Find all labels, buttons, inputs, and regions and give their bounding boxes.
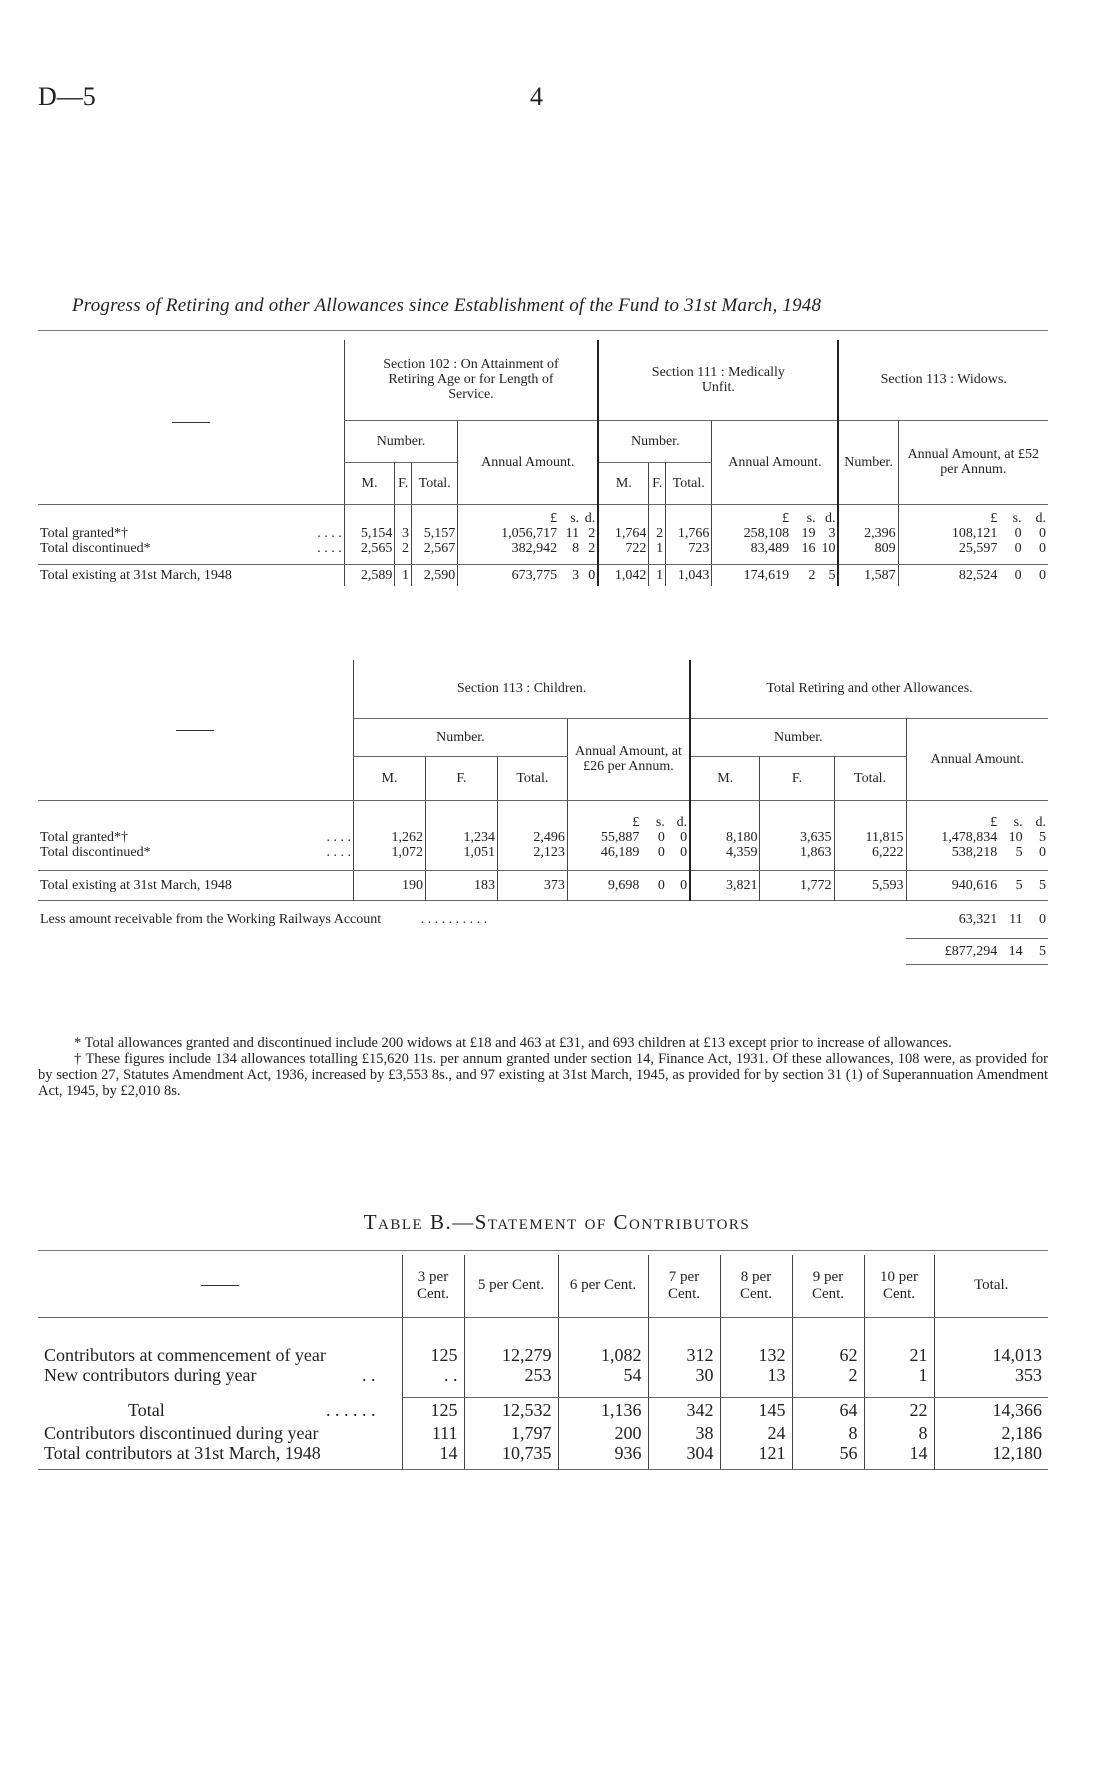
cell: 253	[464, 1365, 558, 1385]
cell: 125	[402, 1345, 464, 1365]
table-row	[38, 870, 1048, 900]
page-number: 4	[530, 82, 543, 111]
cell: 5	[1015, 877, 1023, 893]
cell: 0	[657, 877, 665, 893]
cell: 21	[864, 1345, 934, 1365]
cell: 538,218	[906, 845, 999, 860]
cell: 3	[572, 567, 580, 583]
cell: 5,593	[834, 870, 906, 900]
subhead-f: F.	[395, 462, 412, 504]
table-row	[38, 564, 1048, 586]
cell: 0	[657, 830, 665, 845]
cell: 1,797	[464, 1423, 558, 1443]
cell: 723	[666, 541, 712, 556]
cell: 1	[649, 541, 666, 556]
cell: 2,186	[934, 1423, 1048, 1443]
cell: 8,180	[690, 830, 760, 845]
cell: 1,772	[760, 870, 834, 900]
subhead-m: M.	[353, 756, 425, 800]
table-a-title: Progress of Retiring and other Allowances since Establishment of the Fund to 31st March, 1948	[72, 295, 822, 316]
row-label: New contributors during year	[44, 1365, 257, 1385]
cell: 0	[680, 845, 688, 860]
unit-pence: d.	[676, 815, 688, 830]
subhead-f: F.	[760, 756, 834, 800]
cell: 121	[720, 1443, 792, 1463]
cell: 16	[801, 541, 816, 556]
subhead-number: Number.	[838, 420, 898, 504]
unit-shillings: s.	[1012, 511, 1022, 526]
cell: 1,764	[598, 526, 649, 541]
cell: 1,051	[425, 845, 497, 860]
cell: 12,279	[464, 1345, 558, 1365]
table-a-part2-stub	[38, 660, 353, 800]
subhead-annual-amount: Annual Amount.	[906, 718, 1048, 800]
leader-dots: . . . .	[326, 830, 351, 845]
subhead-m: M.	[598, 462, 649, 504]
cell: 353	[934, 1365, 1048, 1385]
cell: 11,815	[834, 830, 906, 845]
cell: 10	[821, 541, 836, 556]
cell: 6,222	[834, 845, 906, 860]
subhead-total: Total.	[412, 462, 458, 504]
cell: 0	[588, 567, 596, 583]
cell: 12,180	[934, 1443, 1048, 1463]
cell: 64	[792, 1397, 864, 1423]
table-row	[38, 845, 1048, 860]
table-b-title: Table B.—Statement of Contributors	[363, 1210, 751, 1234]
cell: 0	[1014, 541, 1022, 556]
cell: 2	[808, 567, 816, 583]
col-head: 6 per Cent.	[558, 1255, 648, 1317]
cell: 936	[558, 1443, 648, 1463]
cell: 1,056,717	[458, 526, 559, 541]
table-row	[38, 526, 1048, 541]
row-label: Total discontinued*	[40, 845, 151, 860]
group-head-section-113-widows: Section 113 : Widows.	[838, 340, 1048, 420]
col-head: Total.	[934, 1255, 1048, 1317]
page-reference: D—5	[38, 82, 96, 111]
cell: 342	[648, 1397, 720, 1423]
footnote-dagger: † These figures include 134 allowances totalling £15,620 11s. per annum granted under section 14, Finance Act, 1931. Of these allowances, 108 were, as provided for by section 27, Statutes Amendment Act, 1936, increased by £3,553 8s., and 97 existing at 31st March, 1945, as provided for by section 31 (1) of Superannuation Amendment Act, 1945, by £2,010 8s.	[38, 1051, 1048, 1099]
cell: 2,496	[497, 830, 567, 845]
net-amount-shillings: 14	[999, 938, 1024, 964]
unit-pounds: £	[567, 800, 641, 830]
table-row	[38, 1443, 1048, 1463]
cell: 1	[395, 564, 412, 586]
unit-pounds: £	[898, 504, 999, 526]
table-row	[38, 830, 1048, 845]
cell: 2,567	[412, 541, 458, 556]
cell: 82,524	[898, 564, 999, 586]
footnote-asterisk: * Total allowances granted and discontinued include 200 widows at £18 and 463 at £31, and 693 children at £13 except prior to increase of allowances.	[74, 1035, 952, 1051]
cell: 0	[1039, 567, 1046, 583]
cell: 19	[801, 526, 816, 541]
unit-shillings: s.	[806, 511, 816, 526]
cell: 145	[720, 1397, 792, 1423]
cell: 11	[565, 526, 580, 541]
subhead-annual-amount: Annual Amount.	[458, 420, 598, 504]
col-head: 5 per Cent.	[464, 1255, 558, 1317]
row-label: Total discontinued*	[40, 541, 151, 556]
footnotes	[38, 1035, 1048, 1099]
cell: 5	[1039, 877, 1046, 893]
cell: 63,321	[906, 900, 999, 938]
cell: 3,821	[690, 870, 760, 900]
cell: 5,154	[344, 526, 395, 541]
cell: 10,735	[464, 1443, 558, 1463]
unit-pence: d.	[1035, 815, 1046, 830]
cell: 12,532	[464, 1397, 558, 1423]
cell: 1,262	[353, 830, 425, 845]
cell: 24	[720, 1423, 792, 1443]
cell: 2,396	[838, 526, 898, 541]
cell: 4,359	[690, 845, 760, 860]
cell: 8	[864, 1423, 934, 1443]
cell: 1,478,834	[906, 830, 999, 845]
cell: 0	[680, 830, 688, 845]
stub-dash	[172, 422, 210, 423]
cell: 11	[999, 900, 1024, 938]
unit-pounds: £	[906, 800, 999, 830]
cell: 5	[828, 567, 836, 583]
cell: 1,234	[425, 830, 497, 845]
table-a-top-rule	[38, 330, 1048, 331]
cell: 1,863	[760, 845, 834, 860]
cell: 111	[402, 1423, 464, 1443]
stub-dash	[201, 1285, 239, 1286]
leader-dots: . . . .	[326, 845, 351, 860]
stub-dash	[176, 730, 214, 731]
cell: 132	[720, 1345, 792, 1365]
cell: 1,766	[666, 526, 712, 541]
row-label: Total existing at 31st March, 1948	[40, 567, 232, 583]
leader-dots: . . . . . . . . . .	[420, 911, 488, 927]
cell: 258,108	[712, 526, 791, 541]
row-label: Total granted*†	[40, 830, 129, 845]
cell: 0	[1039, 526, 1046, 541]
cell: 10	[1008, 830, 1023, 845]
less-row	[38, 900, 1048, 938]
cell: 55,887	[567, 830, 641, 845]
subhead-total: Total.	[834, 756, 906, 800]
cell: 0	[1025, 900, 1048, 938]
net-amount-pounds: £877,294	[906, 938, 999, 964]
unit-pence: d.	[584, 511, 596, 526]
subhead-total: Total.	[497, 756, 567, 800]
cell: 25,597	[898, 541, 999, 556]
cell: 13	[720, 1365, 792, 1385]
cell: 2	[395, 541, 412, 556]
cell: 183	[425, 870, 497, 900]
cell: 5,157	[412, 526, 458, 541]
cell: 200	[558, 1423, 648, 1443]
cell: 83,489	[712, 541, 791, 556]
cell: 2,565	[344, 541, 395, 556]
cell: 312	[648, 1345, 720, 1365]
subhead-number: Number.	[690, 718, 906, 756]
cell: 14	[402, 1443, 464, 1463]
group-head-total-allowances: Total Retiring and other Allowances.	[690, 660, 1048, 718]
col-head: 8 per Cent.	[720, 1255, 792, 1317]
cell: 8	[572, 541, 580, 556]
unit-shillings: s.	[1013, 815, 1023, 830]
unit-pence: d.	[1035, 511, 1046, 526]
cell: 22	[864, 1397, 934, 1423]
leader-dots: . .	[362, 1365, 376, 1385]
cell: 3,635	[760, 830, 834, 845]
table-row	[38, 1345, 1048, 1365]
cell: 3	[828, 526, 836, 541]
col-head: 3 per Cent.	[402, 1255, 464, 1317]
cell: 0	[1039, 541, 1046, 556]
unit-pounds: £	[458, 504, 559, 526]
cell: 56	[792, 1443, 864, 1463]
leader-dots: . . . .	[317, 526, 342, 541]
table-a-part2	[38, 660, 1048, 965]
table-row	[38, 541, 1048, 556]
subhead-number: Number.	[598, 420, 712, 462]
cell: 46,189	[567, 845, 641, 860]
table-a-part1-stub	[38, 340, 344, 504]
subhead-f: F.	[425, 756, 497, 800]
row-label: Contributors at commencement of year	[44, 1345, 326, 1365]
cell: 14,366	[934, 1397, 1048, 1423]
unit-shillings: s.	[655, 815, 665, 830]
subhead-number: Number.	[344, 420, 458, 462]
cell: 0	[1014, 526, 1022, 541]
cell: 1,587	[838, 564, 898, 586]
cell: 0	[680, 877, 688, 893]
row-label: Total granted*†	[40, 526, 129, 541]
cell: 174,619	[712, 564, 791, 586]
subhead-m: M.	[690, 756, 760, 800]
cell: 125	[402, 1397, 464, 1423]
table-b-top-rule	[38, 1250, 1048, 1251]
subhead-f: F.	[649, 462, 666, 504]
cell: 62	[792, 1345, 864, 1365]
cell: 0	[1039, 845, 1046, 860]
cell: 54	[558, 1365, 648, 1385]
col-head: 10 per Cent.	[864, 1255, 934, 1317]
cell: 9,698	[567, 870, 641, 900]
cell: 14,013	[934, 1345, 1048, 1365]
subhead-total: Total.	[666, 462, 712, 504]
cell: 2	[588, 526, 596, 541]
cell: 1	[864, 1365, 934, 1385]
subhead-children-annual: Annual Amount, at £26 per Annum.	[567, 718, 690, 800]
net-row	[38, 938, 1048, 964]
cell: 8	[792, 1423, 864, 1443]
cell: 2	[792, 1365, 864, 1385]
table-row	[38, 1423, 1048, 1443]
cell: 304	[648, 1443, 720, 1463]
group-head-section-113-children: Section 113 : Children.	[353, 660, 690, 718]
table-row	[38, 1397, 1048, 1423]
subhead-m: M.	[344, 462, 395, 504]
cell: 108,121	[898, 526, 999, 541]
cell: 14	[864, 1443, 934, 1463]
subhead-widows-annual: Annual Amount, at £52 per Annum.	[898, 420, 1048, 504]
unit-pounds: £	[712, 504, 791, 526]
cell: 382,942	[458, 541, 559, 556]
table-b-stub	[38, 1255, 402, 1317]
cell: 1,136	[558, 1397, 648, 1423]
table-row	[38, 1365, 1048, 1385]
cell: 0	[1014, 567, 1022, 583]
cell: 673,775	[458, 564, 559, 586]
less-label: Less amount receivable from the Working Railways Account	[40, 911, 382, 927]
cell: 1,043	[666, 564, 712, 586]
row-label: Contributors discontinued during year	[44, 1423, 319, 1443]
cell: 2,590	[412, 564, 458, 586]
table-a-part1	[38, 340, 1048, 586]
cell: 809	[838, 541, 898, 556]
leader-dots: . . . .	[317, 541, 342, 556]
cell: 2,123	[497, 845, 567, 860]
col-head: 7 per Cent.	[648, 1255, 720, 1317]
cell: 1,042	[598, 564, 649, 586]
cell: 0	[657, 845, 665, 860]
row-label: Total existing at 31st March, 1948	[40, 877, 232, 893]
cell: 190	[353, 870, 425, 900]
leader-dots: . . . . . .	[326, 1400, 376, 1420]
cell: 373	[497, 870, 567, 900]
cell: 5	[1039, 830, 1046, 845]
cell: 1,072	[353, 845, 425, 860]
cell: 2,589	[344, 564, 395, 586]
cell: 722	[598, 541, 649, 556]
cell: 3	[395, 526, 412, 541]
cell: 1	[649, 564, 666, 586]
cell: 2	[649, 526, 666, 541]
subhead-annual-amount: Annual Amount.	[712, 420, 839, 504]
cell: 38	[648, 1423, 720, 1443]
subhead-number: Number.	[353, 718, 567, 756]
group-head-section-111: Section 111 : Medically Unfit.	[598, 340, 838, 420]
net-amount-pence: 5	[1025, 938, 1048, 964]
cell: . .	[402, 1365, 464, 1385]
cell: 2	[588, 541, 596, 556]
unit-pence: d.	[824, 511, 836, 526]
col-head: 9 per Cent.	[792, 1255, 864, 1317]
table-b	[38, 1255, 1048, 1470]
row-label: Total	[128, 1400, 165, 1420]
cell: 30	[648, 1365, 720, 1385]
row-label: Total contributors at 31st March, 1948	[44, 1443, 321, 1463]
group-head-section-102: Section 102 : On Attainment of Retiring Age or for Length of Service.	[344, 340, 598, 420]
unit-shillings: s.	[570, 511, 580, 526]
cell: 1,082	[558, 1345, 648, 1365]
cell: 940,616	[906, 870, 999, 900]
cell: 5	[1015, 845, 1023, 860]
